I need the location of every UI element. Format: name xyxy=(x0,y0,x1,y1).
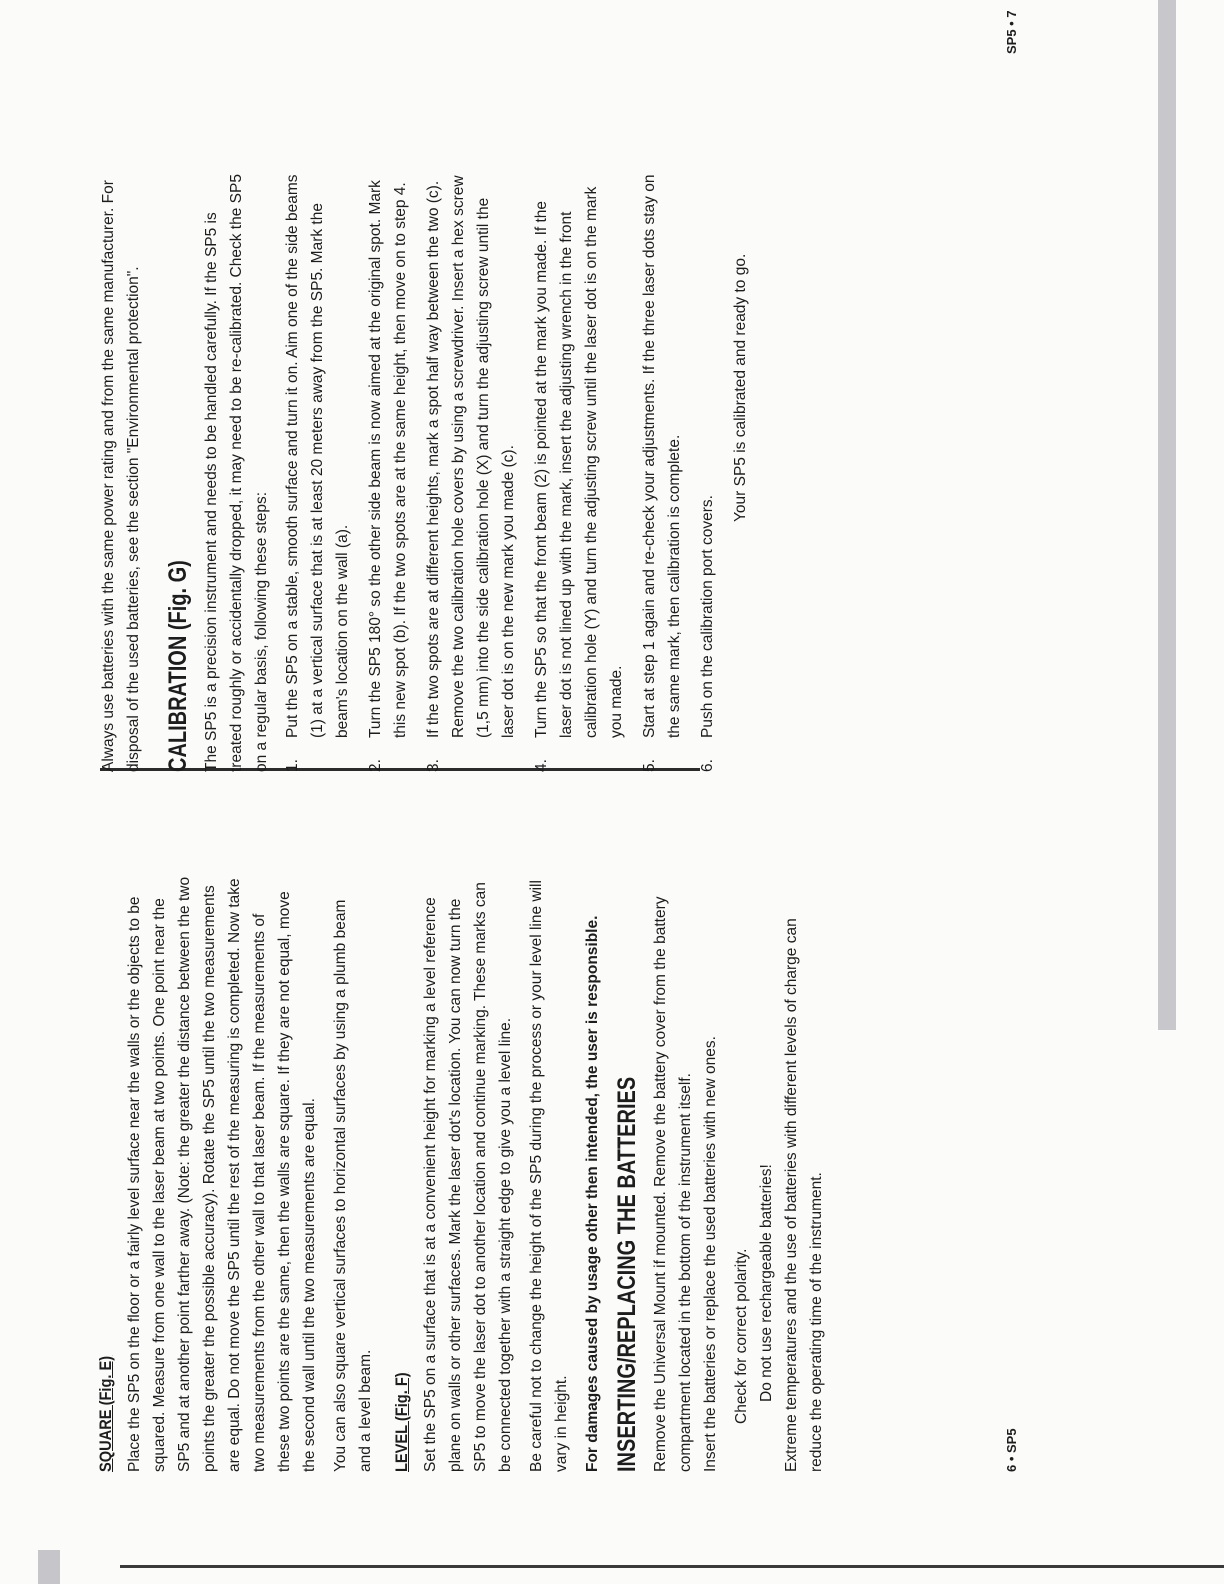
batteries-paragraph-2: Insert the batteries or replace the used batteries with new ones. xyxy=(702,1036,719,1472)
calibration-step xyxy=(363,172,413,772)
square-heading: SQUARE (Fig. E) xyxy=(96,1355,115,1472)
page-number-left: 6 • SP5 xyxy=(1004,1428,1019,1472)
level-paragraph-1: Set the SP5 on a surface that is at a convenient height for marking a level reference plane on walls or other surfaces. Mark the laser dot's location. You can now turn the SP5 to move the laser dot to another location and continue marking. These marks can be connected together with a straight edge to give you a level line. xyxy=(422,882,514,1472)
calibration-step xyxy=(421,172,521,772)
calibration-closing: Your SP5 is calibrated and ready to go. xyxy=(732,253,749,522)
batteries-temperature-note: Extreme temperatures and the use of batteries with different levels of charge can reduce the operating time of the instrument. xyxy=(783,918,825,1472)
level-paragraph-2: Be careful not to change the height of the SP5 during the process or your level line will vary in height. xyxy=(528,880,570,1472)
step-text: Start at step 1 again and re-check your adjustments. If the three laser dots stay on the same mark, then calibration is complete. xyxy=(641,174,683,738)
step-text: Put the SP5 on a stable, smooth surface and turn it on. Aim one of the side beams (1) at a vertical surface that is at least 20 meters away from the SP5. Mark the beam's location on the wall (a). xyxy=(284,174,351,738)
step-number: 1. xyxy=(284,759,301,772)
level-warning: For damages caused by usage other then intended, the user is responsible. xyxy=(584,915,601,1472)
square-paragraph-2: You can also square vertical surfaces to horizontal surfaces by using a plumb beam and a level beam. xyxy=(332,899,374,1472)
step-number: 2. xyxy=(367,759,384,772)
calibration-step xyxy=(529,172,629,772)
batteries-paragraph-1: Remove the Universal Mount if mounted. Remove the battery cover from the battery compartment located in the bottom of the instrument itself. xyxy=(652,896,694,1472)
level-heading: LEVEL (Fig. F) xyxy=(392,1372,411,1472)
left-page-column xyxy=(96,872,835,1472)
calibration-steps xyxy=(280,172,720,772)
step-text: Turn the SP5 180° so the other side beam is now aimed at the original spot. Mark this new spot (b). If the two spots are at the same height, then move on to step 4. xyxy=(367,180,409,738)
step-text: Push on the calibration port covers. xyxy=(699,495,716,738)
page-number-right: SP5 • 7 xyxy=(1004,10,1019,54)
calibration-step xyxy=(637,172,687,772)
step-number: 5. xyxy=(641,759,658,772)
step-number: 4. xyxy=(533,759,550,772)
calibration-heading: CALIBRATION (Fig. G) xyxy=(164,560,192,772)
batteries-intro: Always use batteries with the same power rating and from the same manufacturer. For disposal of the used batteries, see the section "Environmental protection". xyxy=(100,180,142,772)
step-text: If the two spots are at different heights, mark a spot half way between the two (c). Remove the two calibration hole covers by using a screwdriver. Insert a hex screw (1,5 mm) into the side calibration hole (X) and turn the adjusting screw until the laser dot is on the new mark you made (c). xyxy=(425,175,517,738)
batteries-polarity: Check for correct polarity. xyxy=(733,1248,750,1424)
right-page-column xyxy=(96,172,759,772)
square-paragraph-1: Place the SP5 on the floor or a fairly level surface near the walls or the objects to be squared. Measure from one wall to the laser beam at two points. One point near the SP5 and at another point farther away. (Note: the greater the distance between the two points the greater the possible accuracy). Rotate the SP5 until the two measurements are equal. Do not move the SP5 until the rest of the measuring is completed. Now take two measurements from the other wall to that laser beam. If the measurements of these two points are the same, then the walls are square. If they are not equal, move the second wall until the two measurements are equal. xyxy=(126,876,318,1472)
step-number: 3. xyxy=(425,759,442,772)
batteries-heading: INSERTING/REPLACING THE BATTERIES xyxy=(613,1076,641,1472)
step-text: Turn the SP5 so that the front beam (2) is pointed at the mark you made. If the laser dot is not lined up with the mark, insert the adjusting wrench in the front calibration hole (Y) and turn the adjusting screw until the laser dot is on the mark you made. xyxy=(533,186,625,738)
calibration-step xyxy=(280,172,355,772)
batteries-rechargeable-warning: Do not use rechargeable batteries! xyxy=(758,1164,775,1402)
calibration-step xyxy=(695,172,720,772)
calibration-paragraph-1: The SP5 is a precision instrument and needs to be handled carefully. If the SP5 is treated roughly or accidentally dropped, it may need to be re-calibrated. Check the SP5 on a regular basis, following these steps: xyxy=(203,174,270,772)
step-number: 6. xyxy=(699,759,716,772)
